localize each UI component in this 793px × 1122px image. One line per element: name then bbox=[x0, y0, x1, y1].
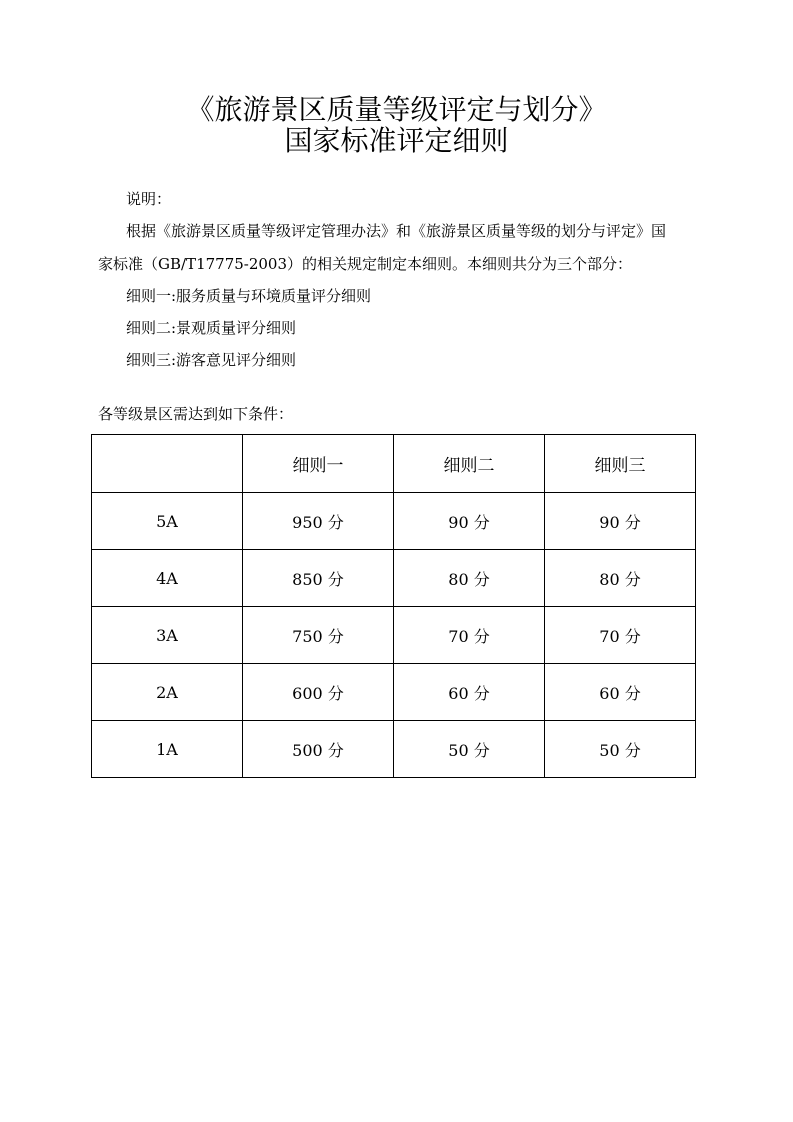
score-cell: 850 分 bbox=[243, 550, 394, 607]
paragraph-line-2: 家标准（GB/T17775-2003）的相关规定制定本细则。本细则共分为三个部分： bbox=[98, 255, 633, 273]
rule-three-item: 细则三:游客意见评分细则 bbox=[126, 351, 297, 369]
score-cell: 950 分 bbox=[243, 493, 394, 550]
header-cell-rule-two: 细则二 bbox=[394, 435, 545, 493]
grade-requirements-table bbox=[91, 434, 696, 778]
conditions-intro: 各等级景区需达到如下条件： bbox=[98, 405, 294, 423]
rule-one-item: 细则一:服务质量与环境质量评分细则 bbox=[126, 287, 372, 305]
table-row bbox=[92, 550, 696, 607]
score-cell: 50 分 bbox=[545, 721, 696, 778]
header-cell-empty bbox=[92, 435, 243, 493]
score-cell: 60 分 bbox=[394, 664, 545, 721]
explanation-label: 说明： bbox=[126, 190, 172, 208]
score-cell: 90 分 bbox=[394, 493, 545, 550]
table-row bbox=[92, 607, 696, 664]
score-cell: 500 分 bbox=[243, 721, 394, 778]
score-cell: 80 分 bbox=[545, 550, 696, 607]
grade-cell: 1A bbox=[92, 721, 243, 778]
score-cell: 70 分 bbox=[545, 607, 696, 664]
grade-cell: 5A bbox=[92, 493, 243, 550]
header-cell-rule-three: 细则三 bbox=[545, 435, 696, 493]
grade-cell: 3A bbox=[92, 607, 243, 664]
score-cell: 90 分 bbox=[545, 493, 696, 550]
grade-cell: 2A bbox=[92, 664, 243, 721]
score-cell: 60 分 bbox=[545, 664, 696, 721]
header-cell-rule-one: 细则一 bbox=[243, 435, 394, 493]
table-header-row bbox=[92, 435, 696, 493]
score-cell: 750 分 bbox=[243, 607, 394, 664]
grade-cell: 4A bbox=[92, 550, 243, 607]
document-title-line-1: 《旅游景区质量等级评定与划分》 bbox=[186, 93, 607, 126]
score-cell: 80 分 bbox=[394, 550, 545, 607]
document-title-line-2: 国家标准评定细则 bbox=[284, 124, 509, 157]
rule-two-item: 细则二:景观质量评分细则 bbox=[126, 319, 297, 337]
score-cell: 50 分 bbox=[394, 721, 545, 778]
score-cell: 70 分 bbox=[394, 607, 545, 664]
score-cell: 600 分 bbox=[243, 664, 394, 721]
table-row bbox=[92, 493, 696, 550]
table-row bbox=[92, 664, 696, 721]
paragraph-line-1: 根据《旅游景区质量等级评定管理办法》和《旅游景区质量等级的划分与评定》国 bbox=[126, 222, 667, 240]
table-row bbox=[92, 721, 696, 778]
